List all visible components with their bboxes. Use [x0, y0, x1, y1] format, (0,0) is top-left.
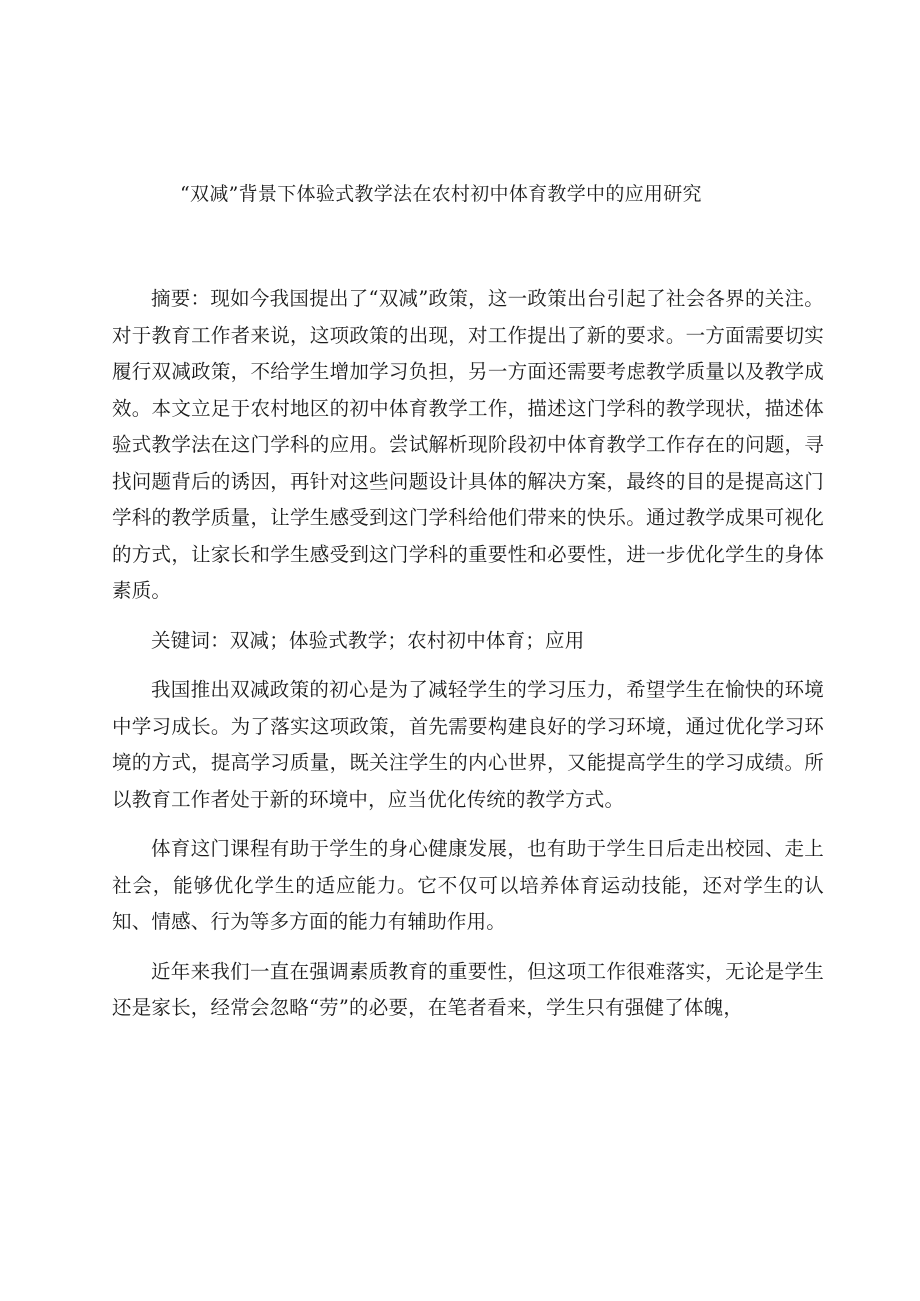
document-body	[112, 281, 824, 1027]
body-paragraph: 近年来我们一直在强调素质教育的重要性，但这项工作很难落实，无论是学生还是家长，经常会忽略“劳”的必要，在笔者看来，学生只有强健了体魄，	[112, 959, 824, 1019]
keywords-paragraph: 关键词：双减；体验式教学；农村初中体育；应用	[151, 628, 585, 652]
body-paragraph: 我国推出双减政策的初心是为了减轻学生的学习压力，希望学生在愉快的环境中学习成长。为了落实这项政策，首先需要构建良好的学习环境，通过优化学习环境的方式，提高学习质量，既关注学生的内心世界，又能提高学生的学习成绩。所以教育工作者处于新的环境中，应当优化传统的教学方式。	[112, 678, 824, 811]
document-title: “双减”背景下体验式教学法在农村初中体育教学中的应用研究	[180, 183, 702, 205]
body-paragraph: 体育这门课程有助于学生的身心健康发展，也有助于学生日后走出校园、走上社会，能够优化学生的适应能力。它不仅可以培养体育运动技能，还对学生的认知、情感、行为等多方面的能力有辅助作用。	[112, 837, 824, 933]
abstract-paragraph: 摘要：现如今我国提出了“双减”政策，这一政策出台引起了社会各界的关注。对于教育工作者来说，这项政策的出现，对工作提出了新的要求。一方面需要切实履行双减政策，不给学生增加学习负担，另一方面还需要考虑教学质量以及教学成效。本文立足于农村地区的初中体育教学工作，描述这门学科的教学现状，描述体验式教学法在这门学科的应用。尝试解析现阶段初中体育教学工作存在的问题，寻找问题背后的诱因，再针对这些问题设计具体的解决方案，最终的目的是提高这门学科的教学质量，让学生感受到这门学科给他们带来的快乐。通过教学成果可视化的方式，让家长和学生感受到这门学科的重要性和必要性，进一步优化学生的身体素质。	[112, 287, 824, 602]
